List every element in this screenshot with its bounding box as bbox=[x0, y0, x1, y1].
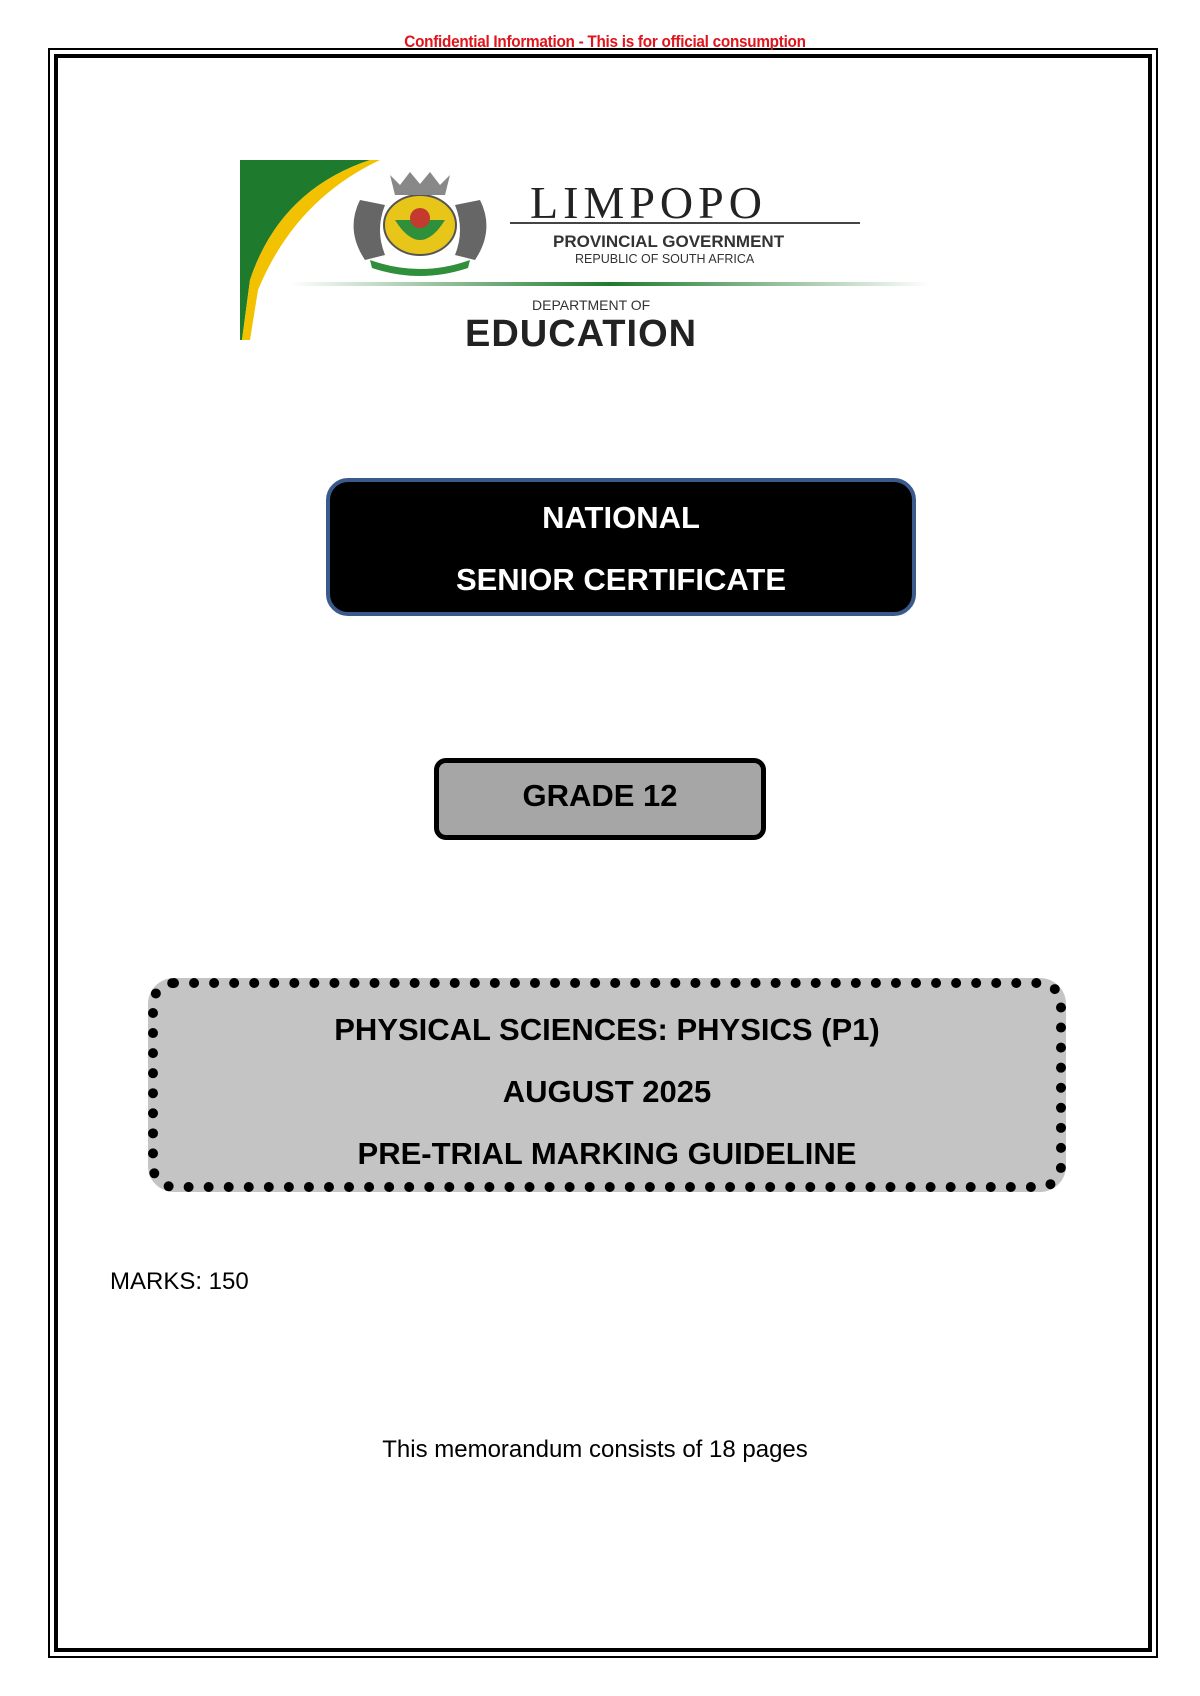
confidential-notice: Confidential Information - This is for official consumption bbox=[404, 32, 806, 50]
logo-education: EDUCATION bbox=[465, 313, 698, 355]
grade-box: GRADE 12 bbox=[434, 758, 766, 840]
logo-department: DEPARTMENT OF bbox=[532, 297, 651, 313]
coat-of-arms-icon bbox=[354, 172, 487, 276]
logo-title: LIMPOPO bbox=[530, 177, 767, 228]
limpopo-education-logo bbox=[240, 160, 930, 360]
national-senior-certificate-box bbox=[326, 478, 916, 616]
document-type: PRE-TRIAL MARKING GUIDELINE bbox=[357, 1136, 857, 1171]
subject-title: PHYSICAL SCIENCES: PHYSICS (P1) bbox=[334, 1012, 880, 1047]
certificate-line-national: NATIONAL bbox=[542, 500, 700, 535]
subject-box bbox=[148, 978, 1066, 1192]
logo-subtitle-republic: REPUBLIC OF SOUTH AFRICA bbox=[575, 252, 755, 266]
certificate-line-senior: SENIOR CERTIFICATE bbox=[455, 562, 787, 597]
logo-subtitle-government: PROVINCIAL GOVERNMENT bbox=[553, 232, 785, 251]
exam-date: AUGUST 2025 bbox=[502, 1074, 712, 1109]
page-count-note: This memorandum consists of 18 pages bbox=[382, 1436, 808, 1463]
total-marks: MARKS: 150 bbox=[110, 1268, 249, 1295]
